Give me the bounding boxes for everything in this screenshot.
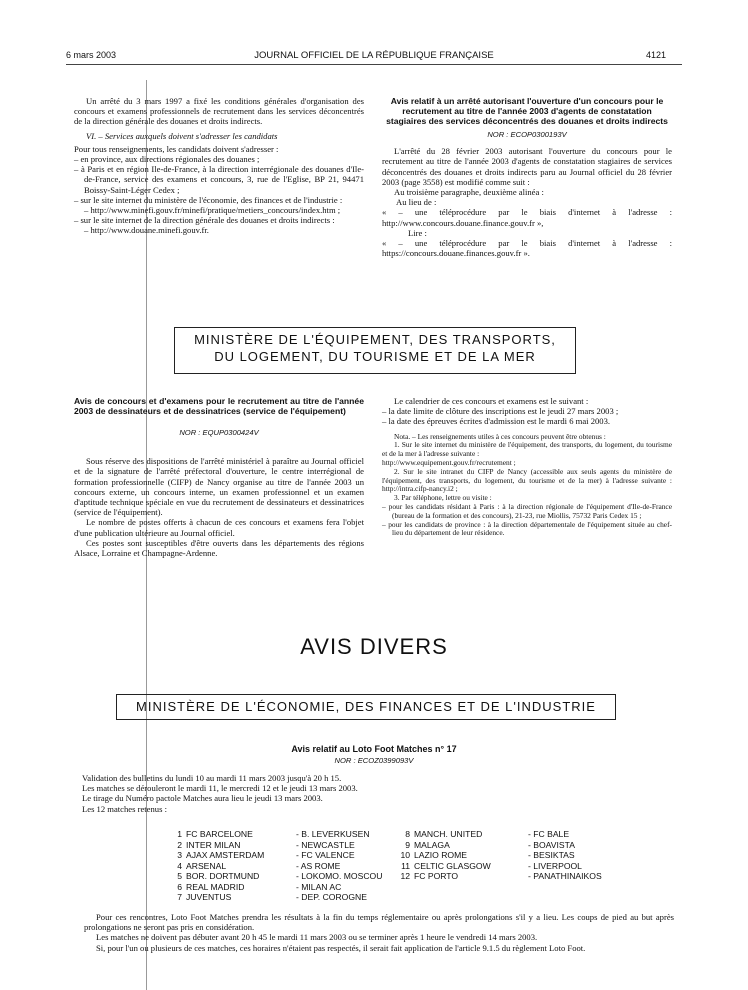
match-number: 6: [177, 881, 182, 892]
top-left-column: [74, 96, 364, 236]
home-team: [412, 892, 526, 903]
loto-line: Le tirage du Numéro pactole Matches aura lieu le jeudi 13 mars 2003.: [82, 793, 323, 804]
away-team: - FC VALENCE: [296, 850, 355, 860]
contact-item: – à Paris et en région Ile-de-France, à la direction interrégionale des douanes d'Ile-de-France, service des examens et concours, 3, rue de l'Eglise, BP 21, 94471 Boissy-Saint-Léger Cedex ;: [74, 164, 364, 195]
match-number: 2: [177, 839, 182, 850]
match-number: 5: [177, 871, 182, 881]
match-number: 7: [177, 892, 182, 902]
loto-intro: [66, 773, 682, 814]
minefi-link[interactable]: – http://www.minefi.gouv.fr/minefi/pratique/metiers_concours/index.htm ;: [84, 205, 341, 216]
away-team: - MILAN AC: [296, 881, 342, 892]
douane-notice-title: Avis relatif à un arrêté autorisant l'ouverture d'un concours pour le recrutement au titre de l'année 2003 d'agents de constatation stagiaires des services déconcentrés des douanes et droits indirects: [386, 96, 668, 126]
ministry-line: MINISTÈRE DE L'ÉCONOMIE, DES FINANCES ET DE L'INDUSTRIE: [136, 699, 596, 714]
header-date: 6 mars 2003: [66, 50, 117, 60]
dessinateurs-body: Le nombre de postes offerts à chacun de ces concours et examens fera l'objet d'une publication ultérieure au Journal officiel.: [74, 517, 364, 538]
loto-notice: [66, 744, 682, 814]
nota-item: 3. Par téléphone, lettre ou visite :: [394, 493, 492, 503]
calendar-date: – la date des épreuves écrites d'admission est le mardi 6 mai 2003.: [382, 416, 611, 427]
match-number: 4: [177, 860, 182, 871]
header-page-number: 4121: [646, 50, 667, 60]
away-team: - B. LEVERKUSEN: [296, 829, 370, 839]
header-rule: [66, 64, 682, 65]
home-team: REAL MADRID: [186, 881, 245, 892]
match-number: 11: [401, 860, 410, 871]
match-number: 12: [400, 871, 410, 881]
home-team: ARSENAL: [186, 860, 227, 871]
matches-table: [166, 829, 620, 903]
contact-intro: Pour tous renseignements, les candidats doivent s'adresser :: [74, 143, 279, 154]
match-row: [166, 829, 620, 840]
contact-item: – en province, aux directions régionales des douanes ;: [74, 154, 260, 165]
douane-notice-paragraph: Au troisième paragraphe, deuxième alinéa :: [394, 187, 544, 198]
match-number: 8: [405, 829, 410, 839]
home-team: FC PORTO: [414, 871, 459, 881]
mid-left-column: [74, 396, 364, 558]
home-team: INTER MILAN: [186, 839, 241, 850]
match-row: [166, 871, 620, 882]
away-team: - BESIKTAS: [528, 850, 575, 860]
loto-title: Avis relatif au Loto Foot Matches n° 17: [291, 744, 457, 754]
ministry-line: DU LOGEMENT, DU TOURISME ET DE LA MER: [214, 349, 536, 364]
away-team: - DEP. COROGNE: [296, 892, 367, 902]
match-row: [166, 892, 620, 903]
contact-item: – sur le site internet de la direction générale des douanes et droits indirects :: [74, 215, 335, 226]
loto-line: Les 12 matches retenus :: [82, 803, 167, 814]
away-team: - BOAVISTA: [528, 839, 575, 850]
home-team: [412, 882, 526, 893]
section-vi-heading: VI. – Services auxquels doivent s'adresser les candidats: [86, 130, 278, 141]
ministry-line: MINISTÈRE DE L'ÉQUIPEMENT, DES TRANSPORTS,: [194, 332, 556, 347]
douane-notice-body: L'arrêté du 28 février 2003 autorisant l'ouverture du concours pour le recrutement au titre de l'année 2003 d'agents de constatation stagiaires de services déconcentrés des douanes et droits indirects paru au Journal officiel du 28 février 2003 (page 3558) est modifié comme suit :: [382, 146, 672, 187]
mid-right-column: [382, 396, 672, 538]
dessinateurs-notice-nor: NOR : EQUP0300424V: [179, 428, 259, 437]
away-team: - NEWCASTLE: [296, 839, 355, 850]
match-number: [394, 882, 412, 893]
equipement-link[interactable]: http://www.equipement.gouv.fr/recrutement ;: [382, 458, 516, 467]
dessinateurs-notice-title: Avis de concours et d'examens pour le recrutement au titre de l'année 2003 de dessinateurs et de dessinatrices (service de l'équipement): [74, 396, 364, 416]
nota-item: 2. Sur le site intranet du CIFP de Nancy (accessible aux seuls agents du ministère de l'équipement, des transports, du logement, du tourisme et de la mer) à l'adresse suivante : http://intra.cifp-nancy.i2 ;: [382, 466, 672, 494]
match-row: [166, 850, 620, 861]
loto-footer: [84, 912, 674, 953]
away-team: - LOKOMO. MOSCOU: [296, 871, 383, 881]
dessinateurs-body: Sous réserve des dispositions de l'arrêté ministériel à paraître au Journal officiel et de la signature de l'arrêté préfectoral d'ouverture, le centre interrégional de formation professionnelle (CIFP) de Nancy organise au titre de l'année 2003 un concours externe, un concours interne, un examen professionnel et un examen d'aptitude technique spéciale en vue du recrutement de dessinateurs et dessinatrices (service de l'équipement).: [74, 456, 364, 518]
match-number: [394, 892, 412, 903]
home-team: AJAX AMSTERDAM: [186, 850, 265, 860]
home-team: BOR. DORTMUND: [186, 871, 260, 881]
top-right-column: [382, 96, 672, 258]
avis-divers-heading: AVIS DIVERS: [300, 634, 448, 659]
ministry-equipement-banner: [174, 327, 576, 374]
old-address: « – une téléprocédure par le biais d'internet à l'adresse : http://www.concours.douane.finance.gouv.fr »,: [382, 207, 672, 228]
away-team: - FC BALE: [528, 829, 570, 839]
loto-nor: NOR : ECOZ0399093V: [334, 756, 414, 765]
contact-item: – sur le site internet du ministère de l'économie, des finances et de l'industrie :: [74, 194, 343, 205]
match-number: 10: [400, 850, 410, 860]
loto-footer-line: Les matches ne doivent pas débuter avant 20 h 45 le mardi 11 mars 2003 ou se terminer après 1 heure le vendredi 14 mars 2003.: [96, 932, 538, 943]
home-team: MALAGA: [414, 839, 450, 850]
home-team: JUVENTUS: [186, 892, 232, 902]
loto-footer-line: Pour ces rencontres, Loto Foot Matches prendra les résultats à la fin du temps réglementaire ou après prolongations s'il y a lieu. Les coups de pied au but après prolongations ne seront pas pris en considération.: [84, 912, 674, 933]
au-lieu-de: Au lieu de :: [396, 197, 437, 208]
away-team: - AS ROME: [296, 860, 341, 871]
nota-intro: Nota. – Les renseignements utiles à ces concours peuvent être obtenus :: [394, 431, 606, 441]
loto-line: Les matches se dérouleront le mardi 11, le mercredi 12 et le jeudi 13 mars 2003.: [82, 783, 358, 794]
away-team: - LIVERPOOL: [528, 860, 582, 871]
intro-paragraph: Un arrêté du 3 mars 1997 a fixé les conditions générales d'organisation des concours et examens professionnels de recrutement dans les services déconcentrés de la direction générale des douanes et droits indirects.: [74, 96, 364, 127]
match-row: [166, 840, 620, 851]
away-team: - PANATHINAIKOS: [528, 871, 602, 881]
ministry-economie-banner: [116, 694, 616, 720]
nota-subitem: – pour les candidats résidant à Paris : à la direction régionale de l'équipement d'Ile-de-France (bureau de la formation et des concours), 21-23, rue Miollis, 75732 Paris Cedex 15 ;: [382, 501, 672, 520]
new-address: « – une téléprocédure par le biais d'internet à l'adresse : https://concours.douane.finances.gouv.fr ».: [382, 238, 672, 259]
douane-link[interactable]: – http://www.douane.minefi.gouv.fr.: [84, 225, 209, 236]
calendar-date: – la date limite de clôture des inscriptions est le jeudi 27 mars 2003 ;: [382, 406, 619, 417]
nota-block: [382, 433, 672, 539]
dessinateurs-body: Ces postes sont susceptibles d'être ouverts dans les départements des régions Alsace, Lorraine et Champagne-Ardenne.: [74, 537, 364, 559]
nota-item: 1. Sur le site internet du ministère de l'équipement, des transports, du logement, du tourisme et de la mer à l'adresse suivante :: [382, 440, 672, 459]
home-team: LAZIO ROME: [414, 850, 468, 860]
home-team: MANCH. UNITED: [414, 829, 483, 839]
away-team: [526, 882, 620, 893]
douane-notice-nor: NOR : ECOP0300193V: [487, 130, 567, 139]
match-number: 9: [405, 839, 410, 850]
match-row: [166, 861, 620, 872]
home-team: CELTIC GLASGOW: [414, 860, 491, 871]
away-team: [526, 892, 620, 903]
header-journal-title: JOURNAL OFFICIEL DE LA RÉPUBLIQUE FRANÇAISE: [254, 50, 494, 61]
loto-line: Validation des bulletins du lundi 10 au mardi 11 mars 2003 jusqu'à 20 h 15.: [82, 773, 342, 783]
match-number: 3: [177, 850, 182, 860]
match-row: [166, 882, 620, 893]
loto-footer-line: Si, pour l'un ou plusieurs de ces matches, ces horaires n'étaient pas respectés, il serait fait application de l'article 9.1.5 du règlement Loto Foot.: [96, 942, 586, 953]
nota-subitem: – pour les candidats de province : à la direction départementale de l'équipement située au chef-lieu du département de leur résidence.: [382, 519, 672, 538]
calendar-intro: Le calendrier de ces concours et examens est le suivant :: [394, 396, 589, 406]
lire-label: Lire :: [408, 227, 427, 238]
match-number: 1: [177, 829, 182, 839]
home-team: FC BARCELONE: [186, 829, 253, 839]
